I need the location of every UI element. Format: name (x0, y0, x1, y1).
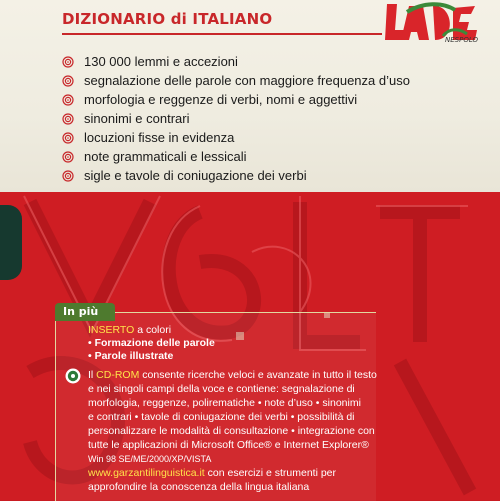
brand-logo-shapes (385, 4, 477, 40)
website-link[interactable]: www.garzantilinguistica.it (88, 467, 205, 479)
cdrom-text: e nei singoli campi della voce e contiene: segnalazione di (88, 383, 355, 395)
feature-text: 130 000 lemmi e accezioni (84, 54, 238, 69)
website-line (88, 466, 336, 480)
list-item (62, 90, 410, 109)
in-piu-tab: In più (55, 303, 115, 321)
cd-rom-icon (65, 368, 81, 384)
list-item (62, 147, 410, 166)
list-item (62, 71, 410, 90)
inserto-label: INSERTO (88, 324, 135, 336)
slipcase-notch (0, 205, 22, 280)
list-item (62, 128, 410, 147)
spiral-bullet-icon (62, 170, 74, 182)
spiral-bullet-icon (62, 94, 74, 106)
list-item (62, 109, 410, 128)
page-title: DIZIONARIO di ITALIANO (62, 10, 273, 28)
spiral-bullet-icon (62, 132, 74, 144)
inserto-item: • Parole illustrate (88, 350, 174, 362)
inserto-suffix: a colori (134, 324, 172, 336)
system-requirements: Win 98 SE/ME/2000/XP/VISTA (88, 454, 212, 464)
cdrom-line (88, 368, 377, 382)
inserto-line (88, 323, 171, 337)
inserto-item: • Formazione delle parole (88, 337, 215, 349)
cdrom-prefix: Il (88, 369, 97, 381)
website-line-2: approfondire la conoscenza della lingua italiana (88, 481, 310, 493)
cdrom-text: morfologia, reggenze, polirematiche • note d’uso • sinonimi (88, 397, 361, 409)
brand-logo-subtext: NESPOLO (445, 36, 479, 44)
cdrom-text: consente ricerche veloci e avanzate in tutto il testo (139, 369, 377, 381)
title-underline (62, 33, 382, 35)
cdrom-text: personalizzare le modalità di consultazione • integrazione con (88, 425, 375, 437)
feature-text: sigle e tavole di coniugazione dei verbi (84, 168, 307, 183)
spiral-bullet-icon (62, 56, 74, 68)
list-item (62, 166, 410, 185)
cover-top-panel (0, 0, 500, 192)
website-suffix: con esercizi e strumenti per (204, 467, 337, 479)
feature-text: locuzioni fisse in evidenza (84, 130, 235, 145)
spiral-bullet-icon (62, 75, 74, 87)
feature-list (62, 52, 410, 185)
feature-text: sinonimi e contrari (84, 111, 190, 126)
feature-text: note grammaticali e lessicali (84, 149, 247, 164)
spiral-bullet-icon (62, 113, 74, 125)
list-item (62, 52, 410, 71)
cdrom-text: e contrari • tavole di coniugazione dei verbi • possibilità di (88, 411, 355, 423)
spiral-bullet-icon (62, 151, 74, 163)
cdrom-text: tutte le applicazioni di Microsoft Office® e Internet Explorer® (88, 439, 369, 451)
feature-text: segnalazione delle parole con maggiore frequenza d’uso (84, 73, 410, 88)
cdrom-label: CD-ROM (96, 369, 140, 381)
feature-text: morfologia e reggenze di verbi, nomi e aggettivi (84, 92, 358, 107)
